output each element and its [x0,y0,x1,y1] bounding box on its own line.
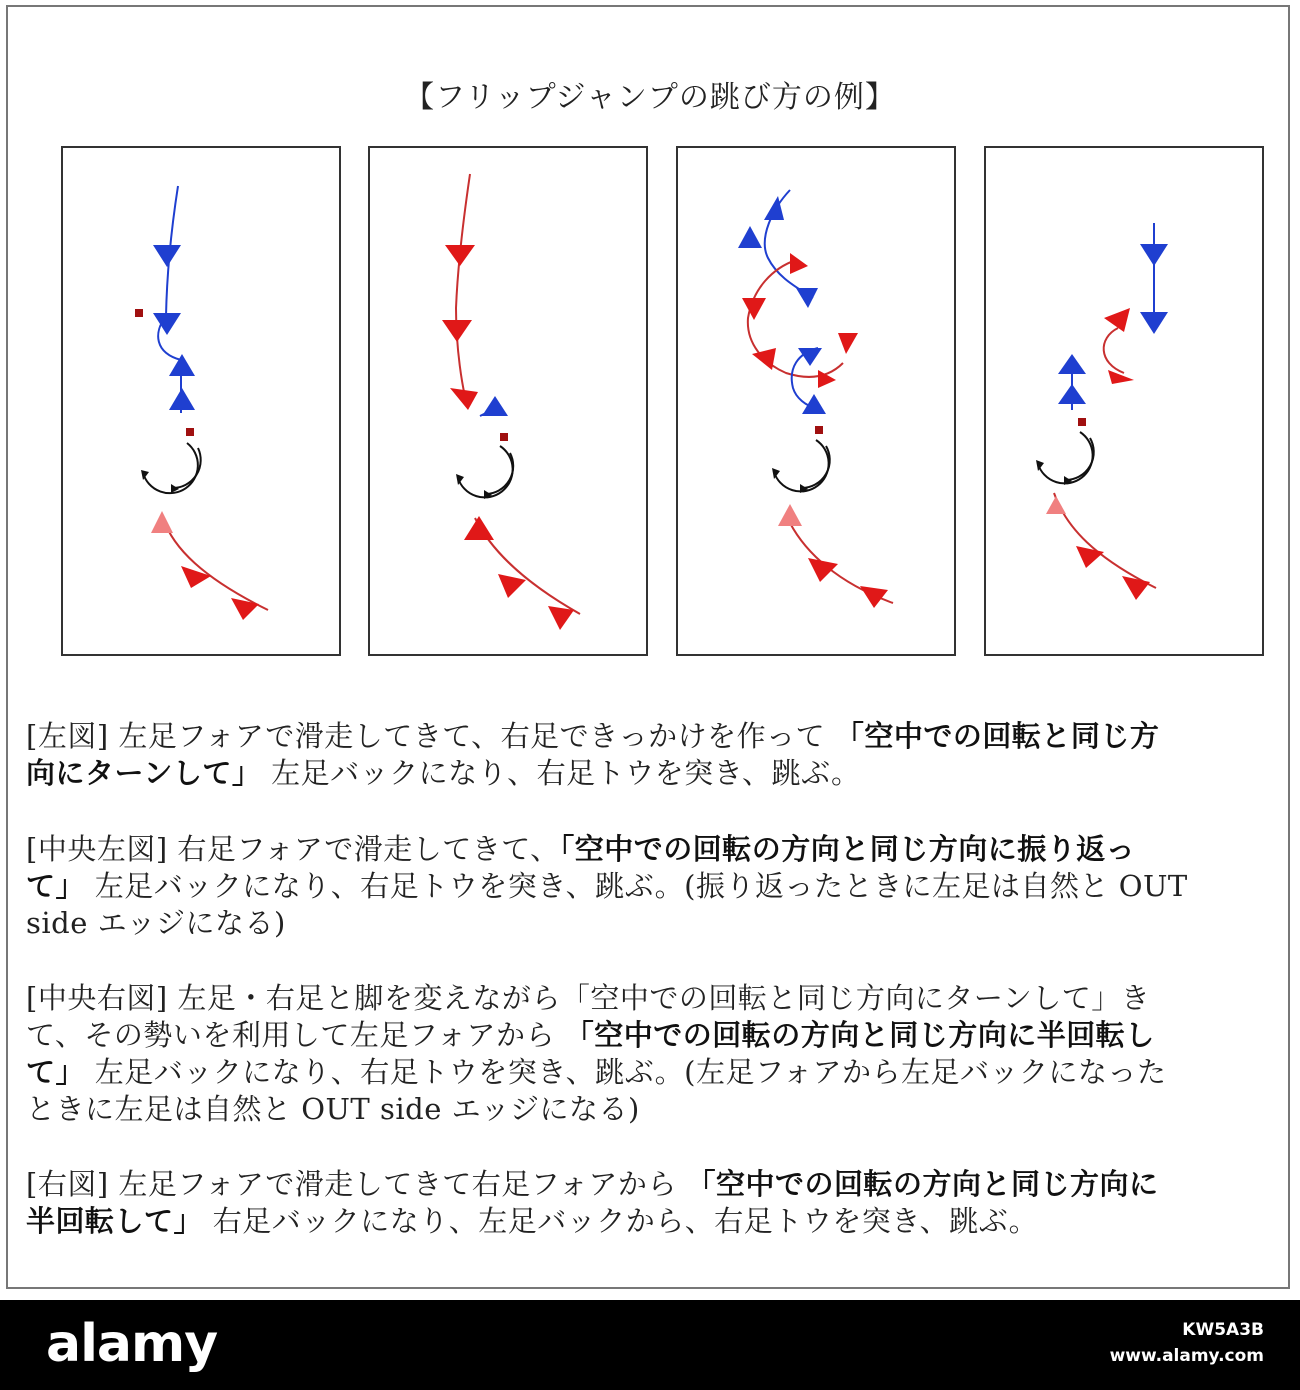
diagram-panel-left [61,146,341,656]
red-arrow-6 [808,558,838,582]
take-off-marker [135,309,143,317]
red-arrow-down-1 [445,245,475,266]
paragraph-right-diagram [26,1166,1276,1240]
paragraph-line [26,1203,1276,1240]
toe-marker [1078,418,1086,426]
body-text: [右図] 左足フォアで滑走してきて右足フォアから [26,1167,687,1201]
emphasis-text: 「空中での回転の方向と同じ方向に [686,1167,1159,1201]
red-arrow-1 [1076,546,1104,568]
red-arrow-1 [790,253,808,274]
left-diagram-svg [63,148,339,654]
blue-arrow-down-2 [153,313,181,335]
body-text: 左足バックになり、右足トウを突き、跳ぶ。 [261,756,861,790]
red-arrow-3 [548,606,574,630]
blue-arrow-down [796,288,818,308]
paragraph-line [26,718,1276,755]
body-text: [左図] 左足フォアで滑走してきて、右足できっかけを作って [26,719,835,753]
emphasis-text: 半回転して」 [26,1204,204,1238]
page-title: 【フリップジャンプの跳び方の例】 [404,80,896,115]
emphasis-text: 「空中での回転の方向と同じ方向に振り返っ [559,832,1136,866]
body-text: 左足バックになり、右足トウを突き、跳ぶ。(振り返ったときに左足は自然と OUT [85,869,1188,903]
red-arrow-4 [838,333,858,354]
paragraph-left-diagram [26,718,1276,792]
paragraph-line [26,905,1276,942]
red-arrow-2 [742,298,766,320]
red-arrow-3 [752,348,776,370]
emphasis-text: 向にターンして」 [26,756,262,790]
blue-arrow-up-1 [1058,354,1086,374]
red-arrow-faded [1046,496,1066,514]
red-arrow-1 [464,516,494,540]
body-text: ときに左足は自然と OUT side エッジになる) [26,1092,640,1126]
alamy-logo: alamy [46,1314,218,1374]
red-arrow-down-3 [450,388,478,410]
paragraph-line [26,755,1276,792]
emphasis-text: て」 [26,869,86,903]
rotation-circle [1038,432,1093,483]
red-arrow-2 [498,574,526,598]
rotation-circle [143,443,198,493]
blue-arrow-down-1 [1140,244,1168,266]
red-arrow-2 [1122,576,1150,600]
red-arrow-1 [181,566,211,588]
emphasis-text: て」 [26,1055,86,1089]
diagram-panel-center-left [368,146,648,656]
paragraph-line [26,1091,1276,1128]
blue-arrow-down-2 [1140,312,1168,334]
center-left-diagram-svg [370,148,646,654]
body-text: [中央左図] 右足フォアで滑走してきて、 [26,832,560,866]
body-text: て、その勢いを利用して左足フォアから [26,1018,565,1052]
blue-arrow-up [482,396,508,416]
blue-arrow-up-2 [1058,384,1086,404]
diagram-panel-center-right [676,146,956,656]
site-url: www.alamy.com [1109,1346,1264,1366]
emphasis-text: 「空中での回転と同じ方 [834,719,1160,753]
body-text: 左足バックになり、右足トウを突き、跳ぶ。(左足フォアから左足バックになった [85,1055,1167,1089]
body-text: 右足バックになり、左足バックから、右足トウを突き、跳ぶ。 [203,1204,1039,1238]
red-arrow-down-2 [442,320,472,342]
blue-arrow-down-1 [153,245,181,267]
body-text: side エッジになる) [26,906,286,940]
red-arrow-7 [860,586,888,608]
paragraph-center-right-diagram [26,980,1276,1128]
paragraph-line [26,1166,1276,1203]
blue-arrow-up-2 [738,226,762,248]
emphasis-text: 「空中での回転の方向と同じ方向に半回転し [564,1018,1155,1052]
paragraph-line [26,980,1276,1017]
paragraph-line [26,1017,1276,1054]
body-text: [中央右図] 左足・右足と脚を変えながら「空中での回転と同じ方向にターンして」き [26,981,1151,1015]
diagram-panel-right [984,146,1264,656]
paragraph-line [26,868,1276,905]
toe-marker [500,433,508,441]
red-arrow-2 [231,598,259,620]
toe-marker [186,428,194,436]
red-arrow-faded [151,511,173,533]
center-right-diagram-svg [678,148,954,654]
paragraph-center-left-diagram [26,831,1276,942]
right-diagram-svg [986,148,1252,654]
toe-marker [815,426,823,434]
paragraph-line [26,1054,1276,1091]
image-id: KW5A3B [1182,1320,1264,1340]
paragraph-line [26,831,1276,868]
red-arrow-faded [778,504,802,526]
rotation-circle [458,446,513,497]
blue-arrow-up-2 [169,388,195,410]
rotation-circle [774,440,829,491]
